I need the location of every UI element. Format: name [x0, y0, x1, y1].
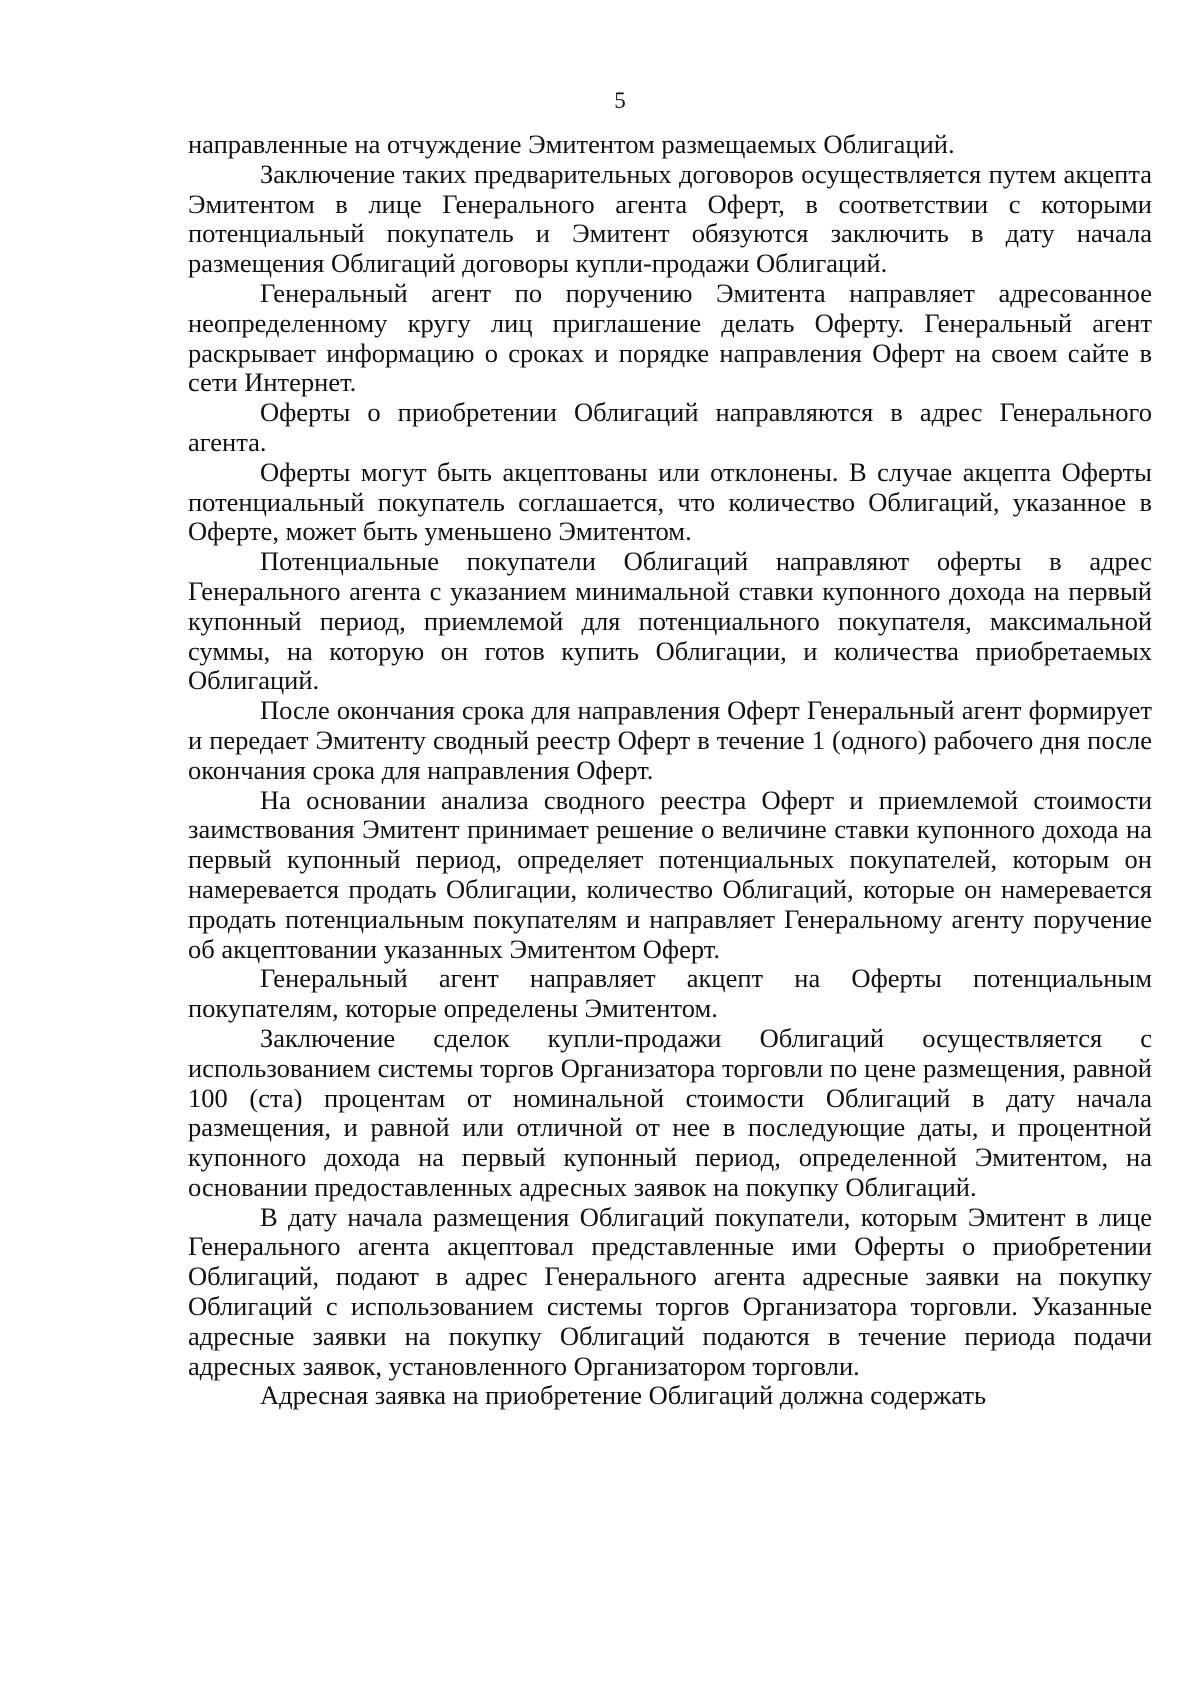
paragraph-11: В дату начала размещения Облигаций покупатели, которым Эмитент в лице Генерального агента акцептовал представленные ими Оферты о приобретении Облигаций, подают в адрес Генерального агента адресные заявки на покупку Облигаций с использованием системы торгов Организатора торговли. Указанные адресные заявки на покупку Облигаций подаются в течение периода подачи адресных заявок, установленного Организатором торговли.: [188, 1201, 1152, 1381]
paragraph-9: Генеральный агент направляет акцепт на Оферты потенциальным покупателям, которые определены Эмитентом.: [188, 963, 1152, 1024]
paragraph-7: После окончания срока для направления Оферт Генеральный агент формирует и передает Эмитенту сводный реестр Оферт в течение 1 (одного) рабочего дня после окончания срока для направления Оферт.: [188, 695, 1152, 785]
paragraph-3: Генеральный агент по поручению Эмитента направляет адресованное неопределенному кругу лиц приглашение делать Оферту. Генеральный агент раскрывает информацию о сроках и порядке направления Оферт на своем сайте в сети Интернет.: [188, 277, 1152, 398]
paragraph-8: На основании анализа сводного реестра Оферт и приемлемой стоимости заимствования Эмитент принимает решение о величине ставки купонного дохода на первый купонный период, определяет потенциальных покупателей, которым он намеревается продать Облигации, количество Облигаций, которые он намеревается продать потенциальным покупателям и направляет Генеральному агенту поручение об акцептовании указанных Эмитентом Оферт.: [188, 784, 1152, 964]
paragraph-4: Оферты о приобретении Облигаций направляются в адрес Генерального агента.: [188, 397, 1152, 457]
paragraph-12: Адресная заявка на приобретение Облигаций должна содержать: [260, 1380, 987, 1411]
document-body: [188, 130, 1152, 1411]
paragraph-1: направленные на отчуждение Эмитентом размещаемых Облигаций.: [188, 129, 955, 159]
paragraph-2: Заключение таких предварительных договоров осуществляется путем акцепта Эмитентом в лице Генерального агента Оферт, в соответствии с которыми потенциальный покупатель и Эмитент обязуются заключить в дату начала размещения Облигаций договоры купли-продажи Облигаций.: [188, 158, 1152, 279]
paragraph-10: Заключение сделок купли-продажи Облигаций осуществляется с использованием системы торгов Организатора торговли по цене размещения, равной 100 (ста) процентам от номинальной стоимости Облигаций в дату начала размещения, и равной или отличной от нее в последующие даты, и процентной купонного дохода на первый купонный период, определенной Эмитентом, на основании предоставленных адресных заявок на покупку Облигаций.: [188, 1022, 1152, 1202]
page-number: 5: [614, 88, 626, 113]
paragraph-5: Оферты могут быть акцептованы или отклонены. В случае акцепта Оферты потенциальный покупатель соглашается, что количество Облигаций, указанное в Оферте, может быть уменьшено Эмитентом.: [188, 456, 1152, 547]
paragraph-6: Потенциальные покупатели Облигаций направляют оферты в адрес Генерального агента с указанием минимальной ставки купонного дохода на первый купонный период, приемлемой для потенциального покупателя, максимальной суммы, на которую он готов купить Облигации, и количества приобретаемых Облигаций.: [188, 546, 1152, 696]
